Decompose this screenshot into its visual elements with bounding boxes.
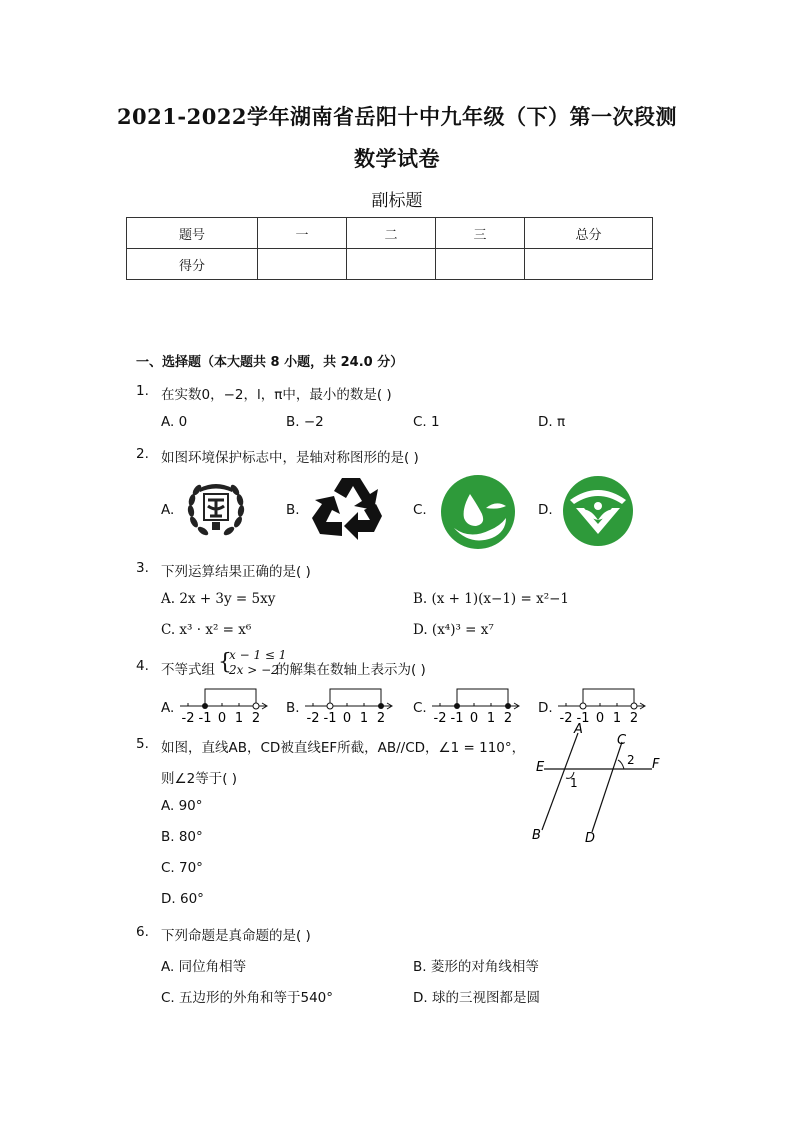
tick-label: 2 — [376, 711, 386, 726]
score-cell: 得分 — [127, 249, 258, 280]
score-table-header-row — [127, 218, 653, 249]
tick-label: 2 — [251, 711, 261, 726]
q4-label-b: B. — [286, 700, 300, 716]
tick-label: 0 — [469, 711, 479, 726]
q5-option-b: B. 80° — [161, 829, 203, 845]
q6-option-d: D. 球的三视图都是圆 — [413, 990, 540, 1006]
question-5-line-1: 如图，直线AB，CD被直线EF所截，AB//CD，∠1 = 110°， — [161, 740, 526, 756]
tick-label: 1 — [359, 711, 369, 726]
tick-label: -1 — [323, 711, 337, 726]
number-line-a — [178, 684, 270, 726]
q5-option-a: A. 90° — [161, 798, 203, 814]
fig-angle-2: 2 — [627, 753, 635, 767]
fig-label-e: E — [536, 760, 545, 775]
q2-label-a: A. — [161, 502, 175, 518]
water-saving-logo-icon — [440, 474, 516, 550]
question-2-number: 2. — [136, 446, 149, 462]
score-input-cell — [436, 249, 525, 280]
parallel-lines-figure — [530, 722, 670, 850]
tick-label: 1 — [234, 711, 244, 726]
question-6-number: 6. — [136, 924, 149, 940]
score-cell: 题号 — [127, 218, 258, 249]
q1-option-d: D. π — [538, 414, 566, 430]
title-line-1: 2021-2022学年湖南省岳阳十中九年级（下）第一次段测 — [116, 104, 678, 129]
recycle-icon — [312, 474, 390, 544]
score-table-score-row — [127, 249, 653, 280]
line-cd — [592, 742, 622, 832]
q2-label-b: B. — [286, 502, 300, 518]
q4-label-c: C. — [413, 700, 427, 716]
tick-label: 0 — [595, 711, 605, 726]
tick-label: -2 — [433, 711, 447, 726]
score-cell: 总分 — [525, 218, 653, 249]
score-cell: 二 — [347, 218, 436, 249]
q3-option-b: B. (x + 1)(x−1) = x²−1 — [413, 591, 570, 607]
q6-option-b: B. 菱形的对角线相等 — [413, 959, 539, 975]
tick-label: -1 — [450, 711, 464, 726]
question-4-text-after: 的解集在数轴上表示为( ) — [276, 662, 426, 678]
question-5-line-2: 则∠2等于( ) — [161, 771, 238, 787]
question-3-text: 下列运算结果正确的是( ) — [161, 564, 311, 580]
q3-option-a: A. 2x + 3y = 5xy — [161, 591, 276, 607]
question-4-text-before: 不等式组 — [161, 662, 215, 678]
question-3-number: 3. — [136, 560, 149, 576]
q4-label-d: D. — [538, 700, 553, 716]
tick-label: -1 — [576, 711, 590, 726]
score-input-cell — [258, 249, 347, 280]
q4-label-a: A. — [161, 700, 175, 716]
question-4-number: 4. — [136, 658, 149, 674]
tick-label: -2 — [181, 711, 195, 726]
number-line-c — [430, 684, 522, 726]
system-brace: { — [218, 650, 232, 675]
q3-option-d: D. (x⁴)³ = x⁷ — [413, 622, 494, 638]
section-heading: 一、选择题（本大题共 8 小题，共 24.0 分） — [136, 355, 404, 370]
system-bottom-inequality: 2x > −2 — [229, 663, 279, 677]
tick-label: 0 — [217, 711, 227, 726]
tick-label: 2 — [629, 711, 639, 726]
q1-option-b: B. −2 — [286, 414, 324, 430]
green-food-logo-icon — [562, 474, 634, 548]
tick-label: -1 — [198, 711, 212, 726]
q2-label-d: D. — [538, 502, 553, 518]
question-5-number: 5. — [136, 736, 149, 752]
q5-option-c: C. 70° — [161, 860, 203, 876]
q3-option-c: C. x³ · x² = x⁶ — [161, 622, 252, 638]
tick-label: 0 — [342, 711, 352, 726]
score-input-cell — [525, 249, 653, 280]
fig-label-c: C — [617, 733, 627, 748]
q1-option-a: A. 0 — [161, 414, 188, 430]
subtitle: 副标题 — [371, 191, 423, 211]
fig-label-d: D — [585, 831, 596, 846]
question-2-text: 如图环境保护标志中，是轴对称图形的是( ) — [161, 450, 419, 466]
question-1-text: 在实数0，−2，l，π中，最小的数是( ) — [161, 387, 392, 403]
q6-option-a: A. 同位角相等 — [161, 959, 247, 975]
number-line-b — [303, 684, 395, 726]
score-cell: 一 — [258, 218, 347, 249]
environment-wreath-logo-icon — [186, 476, 246, 542]
tick-label: 2 — [503, 711, 513, 726]
number-line-d — [556, 684, 648, 726]
q6-option-c: C. 五边形的外角和等于540° — [161, 990, 334, 1006]
score-cell: 三 — [436, 218, 525, 249]
q2-label-c: C. — [413, 502, 427, 518]
tick-label: 1 — [612, 711, 622, 726]
q1-option-c: C. 1 — [413, 414, 440, 430]
question-6-text: 下列命题是真命题的是( ) — [161, 928, 311, 944]
score-input-cell — [347, 249, 436, 280]
fig-label-b: B — [532, 828, 541, 843]
tick-label: -2 — [559, 711, 573, 726]
fig-label-a: A — [574, 722, 583, 737]
system-top-inequality: x − 1 ≤ 1 — [229, 648, 287, 662]
fig-angle-1: 1 — [570, 776, 578, 790]
fig-label-f: F — [652, 757, 660, 772]
q5-option-d: D. 60° — [161, 891, 204, 907]
score-table — [126, 217, 653, 280]
tick-label: 1 — [486, 711, 496, 726]
title-line-2: 数学试卷 — [354, 146, 440, 171]
tick-label: -2 — [306, 711, 320, 726]
question-1-number: 1. — [136, 383, 149, 399]
